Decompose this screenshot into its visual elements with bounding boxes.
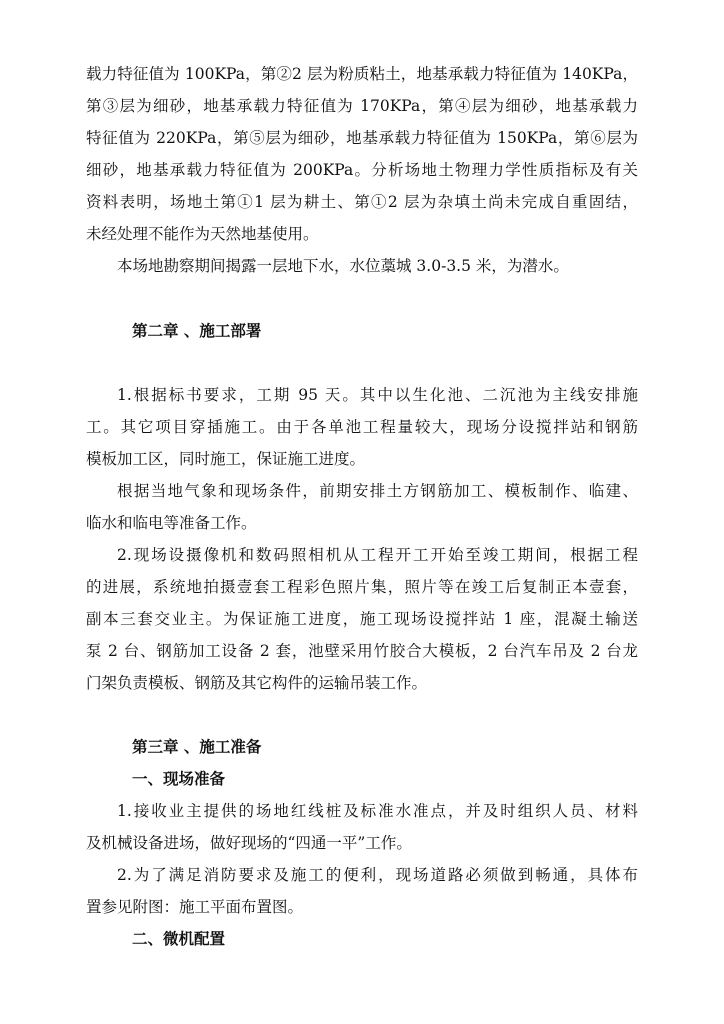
text-line: 2.现场设摄像机和数码照相机从工程开工开始至竣工期间，根据工程	[117, 546, 638, 564]
text-line: 第③层为细砂，地基承载力特征值为 170KPa，第④层为细砂，地基承载力	[86, 97, 638, 115]
text-line: 资料表明，场地土第①1 层为耕土、第①2 层为杂填土尚未完成自重固结，	[86, 193, 638, 211]
section-computer-config-title: 二、微机配置	[132, 930, 226, 948]
text-line: 载力特征值为 100KPa，第②2 层为粉质粘土，地基承载力特征值为 140KPa，	[86, 65, 638, 83]
text-line: 1.根据标书要求，工期 95 天。其中以生化池、二沉池为主线安排施	[117, 386, 638, 404]
text-line: 泵 2 台、钢筋加工设备 2 套，池壁采用竹胶合大模板，2 台汽车吊及 2 台龙	[86, 642, 638, 660]
chapter2-item1	[86, 379, 638, 475]
document-page	[86, 58, 638, 955]
text-line: 未经处理不能作为天然地基使用。	[86, 225, 319, 243]
paragraph-groundwater: 本场地勘察期间揭露一层地下水，水位藁城 3.0-3.5 米，为潜水。	[117, 257, 569, 275]
chapter2-item2	[86, 539, 638, 699]
text-line: 副本三套交业主。为保证施工进度，施工现场设搅拌站 1 座，混凝土输送	[86, 610, 638, 628]
text-line: 细砂，地基承载力特征值为 200KPa。分析场地土物理力学性质指标及有关	[86, 161, 638, 179]
section-site-preparation-title: 一、现场准备	[132, 770, 226, 788]
text-line: 模板加工区，同时施工，保证施工进度。	[86, 450, 366, 468]
text-line: 临水和临电等准备工作。	[86, 514, 257, 532]
text-line: 的进展，系统地拍摄壹套工程彩色照片集，照片等在竣工后复制正本壹套，	[86, 578, 638, 596]
text-line: 特征值为 220KPa，第⑤层为细砂，地基承载力特征值为 150KPa，第⑥层为	[86, 129, 638, 147]
text-line: 1.接收业主提供的场地红线桩及标准水准点，并及时组织人员、材料	[117, 802, 638, 820]
text-line: 2.为了满足消防要求及施工的便利，现场道路必须做到畅通，具体布	[117, 866, 638, 884]
text-line: 及机械设备进场，做好现场的“四通一平”工作。	[86, 834, 412, 852]
text-line: 根据当地气象和现场条件，前期安排土方钢筋加工、模板制作、临建、	[117, 482, 638, 500]
chapter2-weather-paragraph	[86, 475, 638, 539]
text-line: 门架负责模板、钢筋及其它构件的运输吊装工作。	[86, 674, 428, 692]
chapter3-item2	[86, 859, 638, 923]
chapter3-item1	[86, 795, 638, 859]
chapter3-title: 第三章 、施工准备	[132, 738, 262, 756]
text-line: 置参见附图：施工平面布置图。	[86, 898, 304, 916]
chapter2-title: 第二章 、施工部署	[132, 322, 262, 340]
paragraph-soil-bearing	[86, 58, 638, 250]
text-line: 工。其它项目穿插施工。由于各单池工程量较大，现场分设搅拌站和钢筋	[86, 418, 638, 436]
